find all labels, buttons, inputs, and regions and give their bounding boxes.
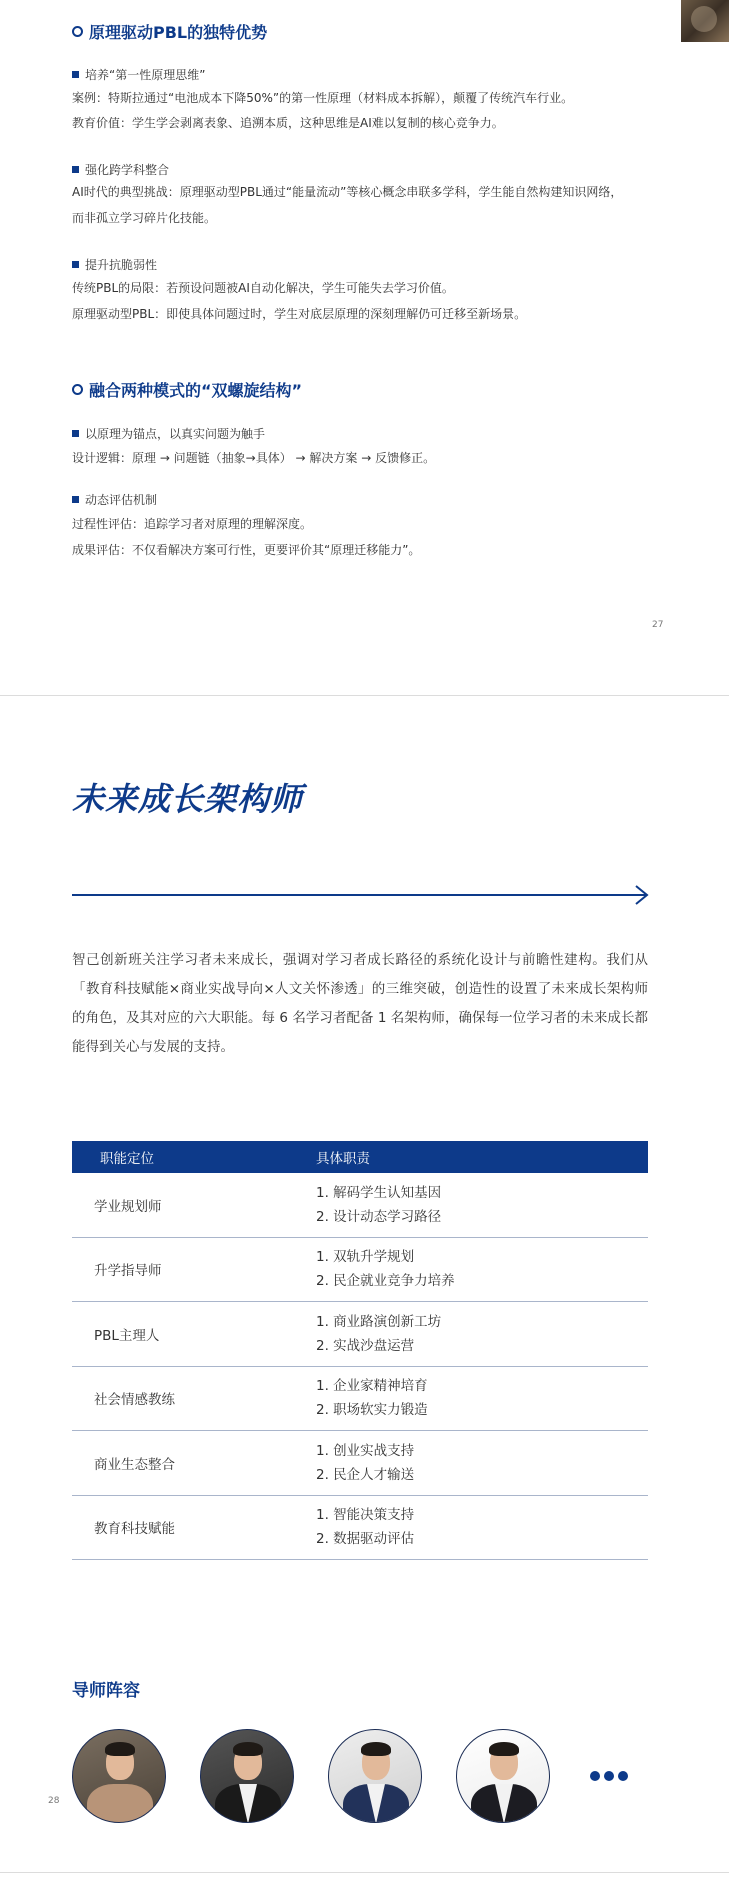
text-line: AI时代的典型挑战：原理驱动型PBL通过“能量流动”等核心概念串联多学科，学生能自然构建知识网络， [72,185,623,199]
section-title-advantages [72,20,267,43]
page-title: 未来成长架构师 [72,780,304,818]
duty-item: 2. 设计动态学习路径 [316,1208,442,1225]
square-bullet-icon [72,71,79,78]
duty-item: 2. 实战沙盘运营 [316,1337,415,1354]
page-number: 27 [652,620,664,630]
subheading-text: 强化跨学科整合 [85,163,170,177]
text-line: 案例：特斯拉通过“电池成本下降50%”的第一性原理（材料成本拆解），颠覆了传统汽车行业。 [72,91,574,105]
mentor-avatar[interactable] [328,1729,422,1823]
text-line: 过程性评估：追踪学习者对原理的理解深度。 [72,517,313,531]
avatar-body [87,1784,153,1823]
header-role: 职能定位 [100,1151,154,1167]
mentor-avatar[interactable] [456,1729,550,1823]
duty-item: 2. 职场软实力锻造 [316,1402,428,1419]
section-title-text: 融合两种模式的“双螺旋结构” [89,381,303,400]
subheading-text: 培养“第一性原理思维” [85,68,206,82]
mentor-avatar[interactable] [200,1729,294,1823]
table-row [72,1431,648,1496]
dot [590,1771,600,1781]
table-row [72,1367,648,1432]
table-row [72,1302,648,1367]
dot [618,1771,628,1781]
avatar-hair [233,1742,263,1756]
subheading-interdisciplinary [72,161,169,178]
more-mentors-icon[interactable] [590,1771,628,1781]
subheading-anchor [72,425,265,442]
dot [604,1771,614,1781]
duty-cell [312,1503,648,1551]
mentor-section-title: 导师阵容 [72,1681,140,1701]
duty-cell [312,1439,648,1487]
text-line: 传统PBL的局限：若预设问题被AI自动化解决，学生可能失去学习价值。 [72,281,454,295]
subheading-text: 提升抗脆弱性 [85,258,158,272]
table-row [72,1496,648,1561]
duty-cell [312,1310,648,1358]
avatar-hair [361,1742,391,1756]
duty-item: 2. 民企就业竞争力培养 [316,1273,455,1290]
square-bullet-icon [72,261,79,268]
subheading-text: 动态评估机制 [85,493,158,507]
role-cell: PBL主理人 [94,1327,160,1344]
mentor-avatars [72,1729,628,1823]
duty-item: 2. 数据驱动评估 [316,1531,415,1548]
intro-paragraph: 智己创新班关注学习者未来成长，强调对学习者成长路径的系统化设计与前瞻性建构。我们从「教育科技赋能×商业实战导向×人文关怀渗透」的三维突破，创造性的设置了未来成长架构师的角色，及其对应的六大职能。每 6 名学习者配备 1 名架构师，确保每一位学习者的未来成长都能得到关心与发展的支持。 [72,952,648,1055]
duty-item: 1. 创业实战支持 [316,1442,415,1459]
section-title-double-helix [72,378,302,401]
role-cell: 学业规划师 [94,1198,162,1215]
role-cell: 教育科技赋能 [94,1521,175,1538]
duty-cell [312,1181,648,1229]
page-27 [0,0,729,695]
text-line: 成果评估：不仅看解决方案可行性，更要评价其“原理迁移能力”。 [72,543,421,557]
decorative-arrow-line [72,894,646,896]
page-number: 28 [48,1796,60,1806]
avatar-hair [489,1742,519,1756]
duty-item: 2. 民企人才输送 [316,1466,415,1483]
text-line: 设计逻辑：原理 → 问题链（抽象→具体） → 解决方案 → 反馈修正。 [72,451,436,465]
ring-bullet-icon [72,26,83,37]
duty-item: 1. 解码学生认知基因 [316,1184,442,1201]
arrow-right-icon [634,885,650,905]
text-line: 原理驱动型PBL：即使具体问题过时，学生对底层原理的深刻理解仍可迁移至新场景。 [72,307,527,321]
mentor-avatar[interactable] [72,1729,166,1823]
role-cell: 升学指导师 [94,1263,162,1280]
role-cell: 社会情感教练 [94,1392,175,1409]
ring-bullet-icon [72,384,83,395]
table-row [72,1173,648,1238]
section-title-text: 原理驱动PBL的独特优势 [89,23,268,42]
table-header [72,1141,648,1173]
text-line: 而非孤立学习碎片化技能。 [72,211,217,225]
header-duty: 具体职责 [316,1151,370,1167]
table-row [72,1238,648,1303]
duty-item: 1. 双轨升学规划 [316,1249,415,1266]
duty-item: 1. 智能决策支持 [316,1507,415,1524]
role-cell: 商业生态整合 [94,1456,175,1473]
subheading-text: 以原理为锚点，以真实问题为触手 [85,427,266,441]
subheading-first-principles [72,66,205,83]
duties-table [72,1141,648,1560]
duty-item: 1. 企业家精神培育 [316,1378,428,1395]
subheading-dynamic-eval [72,491,157,508]
page-divider [0,1872,729,1873]
duty-cell [312,1245,648,1293]
avatar-hair [105,1742,135,1756]
square-bullet-icon [72,430,79,437]
square-bullet-icon [72,496,79,503]
text-line: 教育价值：学生学会剥离表象、追溯本质，这种思维是AI难以复制的核心竞争力。 [72,116,504,130]
duty-item: 1. 商业路演创新工坊 [316,1313,442,1330]
square-bullet-icon [72,166,79,173]
page-28 [0,696,729,1872]
subheading-antifragility [72,256,157,273]
corner-photo [681,0,729,42]
duty-cell [312,1374,648,1422]
